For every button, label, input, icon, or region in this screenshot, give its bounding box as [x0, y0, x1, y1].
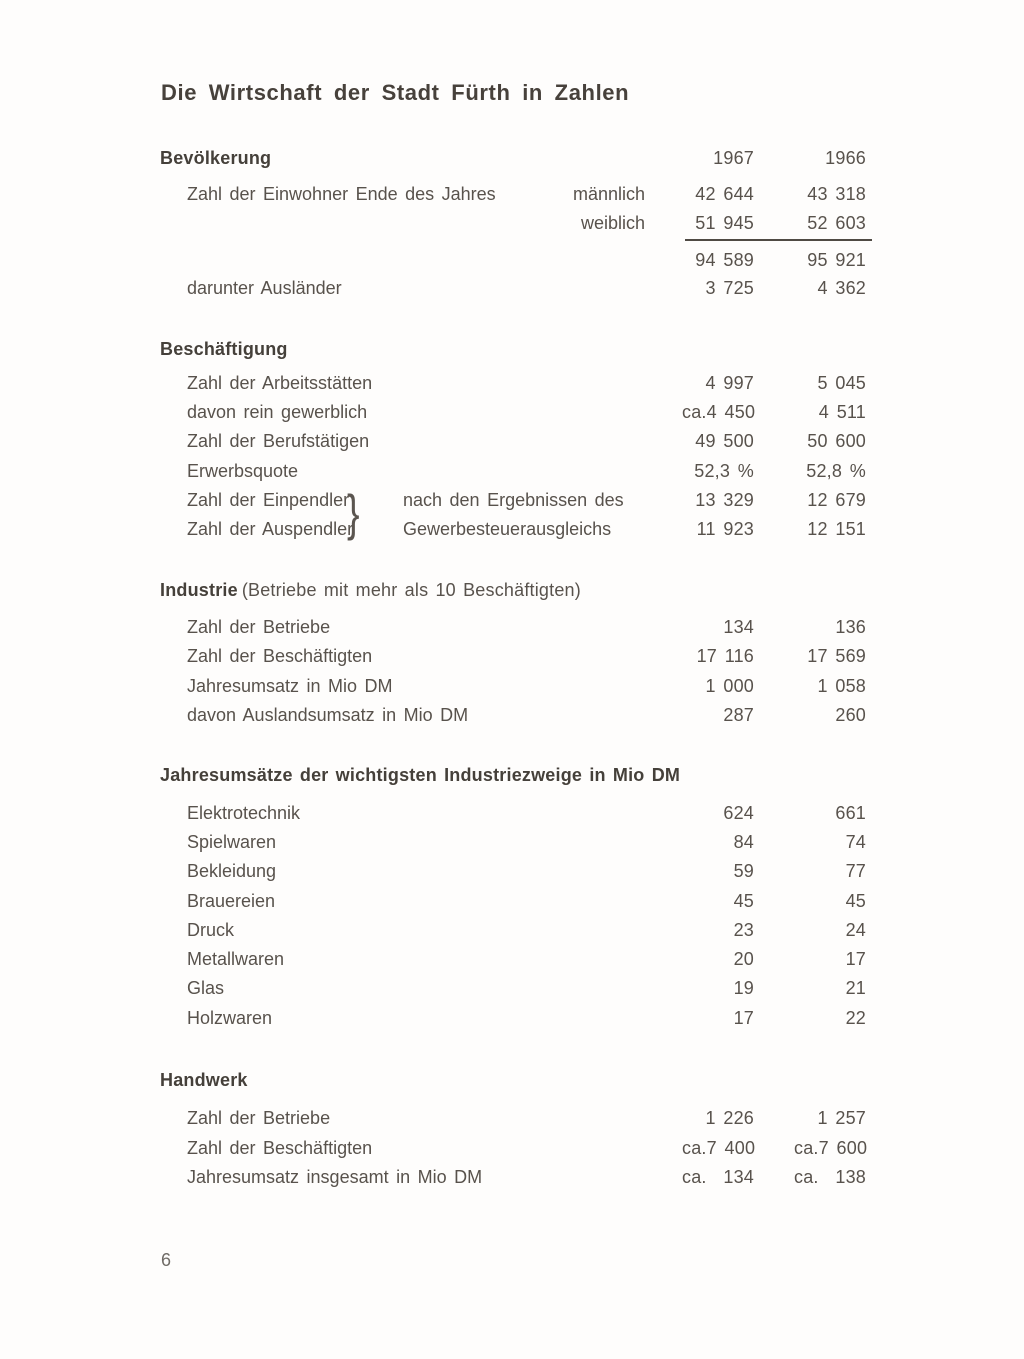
value-1966: 136: [835, 617, 866, 637]
row-label: Jahresumsatz in Mio DM: [187, 676, 393, 696]
value-1967: 94 589: [695, 250, 754, 270]
row-label-wrap: [160, 401, 682, 423]
value-1967: 20: [733, 949, 754, 969]
row-metallwaren: [160, 948, 866, 970]
value-1966: 661: [835, 803, 866, 823]
row-label-wrap: [160, 645, 682, 667]
row-label: darunter Ausländer: [187, 278, 342, 298]
row-label-wrap: [160, 860, 682, 882]
row-einpendler: [160, 489, 866, 511]
value-number: 7 400: [706, 1138, 756, 1158]
value-1966: 21: [845, 978, 866, 998]
row-label-wrap: [160, 704, 682, 726]
value-1966: 4 362: [817, 278, 866, 298]
row-label: Metallwaren: [187, 949, 285, 969]
circa-prefix: ca.: [794, 1167, 819, 1187]
value-1967: 51 945: [695, 213, 754, 233]
row-label-wrap: [160, 277, 682, 299]
row-erwerbsquote: [160, 460, 866, 482]
value-1967: [682, 1137, 754, 1159]
row-druck: [160, 919, 866, 941]
row-label: Zahl der Auspendler: [187, 519, 354, 539]
value-number: 7 600: [818, 1138, 868, 1158]
value-1967: 84: [733, 832, 754, 852]
section-heading-industrie-rest: (Betriebe mit mehr als 10 Beschäftigten): [241, 580, 581, 600]
row-label: Zahl der Betriebe: [187, 1108, 331, 1128]
row-auspendler: [160, 518, 866, 540]
value-1966: 4 511: [818, 402, 866, 422]
value-1966: 74: [845, 832, 866, 852]
value-1967: 4 997: [705, 373, 754, 393]
row-label-wrap: [160, 372, 682, 394]
row-handwerk-beschaeftigte: [160, 1137, 866, 1159]
row-handwerk-betriebe: [160, 1107, 866, 1129]
row-label-wrap: [160, 1007, 682, 1029]
row-label-wrap: [160, 249, 682, 271]
value-1967: 17 116: [696, 646, 754, 666]
value-1967: 1 226: [705, 1108, 754, 1128]
row-label: Zahl der Einwohner Ende des Jahres: [187, 184, 496, 204]
value-1966: 45: [845, 891, 866, 911]
value-1967: 45: [733, 891, 754, 911]
row-label-wrap: [160, 183, 682, 205]
value-1967: [682, 1166, 754, 1188]
row-label: Zahl der Betriebe: [187, 617, 331, 637]
section-heading-industrie-bold: Industrie: [160, 580, 238, 600]
value-1967: 287: [723, 705, 754, 725]
column-header-1967: 1967: [713, 148, 754, 168]
row-label: Druck: [187, 920, 235, 940]
column-header-1966: 1966: [825, 148, 866, 168]
row-label: Glas: [187, 978, 225, 998]
value-1966: 12 151: [807, 519, 866, 539]
row-label: Zahl der Berufstätigen: [187, 431, 370, 451]
section-heading-beschaeftigung: Beschäftigung: [160, 339, 288, 359]
value-1967: 59: [733, 861, 754, 881]
pendler-brace: }: [347, 485, 360, 541]
row-sublabel: weiblich: [580, 213, 645, 233]
row-note: nach den Ergebnissen des: [403, 490, 624, 510]
value-1966: 22: [845, 1008, 866, 1028]
table-header-row: [160, 147, 866, 169]
row-einwohner-weiblich: [160, 212, 866, 234]
row-label: davon rein gewerblich: [187, 402, 368, 422]
value-1966: 52,8 %: [806, 461, 866, 481]
value-1966: 77: [845, 861, 866, 881]
row-label-wrap: [160, 890, 682, 912]
row-label-wrap: [160, 948, 682, 970]
row-rein-gewerblich: [160, 401, 866, 423]
row-label-wrap: [160, 212, 682, 234]
value-number: 4 450: [706, 402, 756, 422]
value-1966: 1 257: [817, 1108, 866, 1128]
row-brauereien: [160, 890, 866, 912]
value-1967: [682, 401, 754, 423]
row-glas: [160, 977, 866, 999]
row-label: Brauereien: [187, 891, 276, 911]
circa-prefix: ca.: [682, 402, 707, 422]
row-einwohner-maennlich: [160, 183, 866, 205]
value-1966: 260: [835, 705, 866, 725]
value-1967: 42 644: [695, 184, 754, 204]
row-label: Erwerbsquote: [187, 461, 299, 481]
row-label-wrap: [160, 616, 682, 638]
section-heading-industrie: [160, 579, 581, 601]
value-1966: 95 921: [807, 250, 866, 270]
row-label-wrap: [160, 1166, 682, 1188]
row-label-wrap: [160, 675, 682, 697]
row-industrie-beschaeftigte: [160, 645, 866, 667]
row-label: Holzwaren: [187, 1008, 273, 1028]
row-label: Jahresumsatz insgesamt in Mio DM: [187, 1167, 483, 1187]
value-1967: 23: [733, 920, 754, 940]
value-1966: [794, 1137, 866, 1159]
value-1967: 49 500: [695, 431, 754, 451]
value-1966: 43 318: [807, 184, 866, 204]
row-label-wrap: [160, 460, 682, 482]
value-1966: 12 679: [807, 490, 866, 510]
value-1966: 52 603: [807, 213, 866, 233]
row-label-wrap: [160, 430, 682, 452]
value-1967: 1 000: [705, 676, 754, 696]
section-heading-handwerk: Handwerk: [160, 1070, 248, 1090]
row-label-wrap: [160, 489, 682, 511]
section-heading-bevoelkerung-wrap: [160, 147, 682, 169]
row-berufstaetige: [160, 430, 866, 452]
row-industrie-auslandsumsatz: [160, 704, 866, 726]
value-1966: 50 600: [807, 431, 866, 451]
row-sublabel: männlich: [572, 184, 645, 204]
row-label-wrap: [160, 1107, 682, 1129]
value-1966: 17 569: [807, 646, 866, 666]
row-label: Elektrotechnik: [187, 803, 301, 823]
row-label-wrap: [160, 977, 682, 999]
value-number: 134: [723, 1167, 754, 1187]
row-label-wrap: [160, 802, 682, 824]
row-label: Zahl der Arbeitsstätten: [187, 373, 373, 393]
row-label-wrap: [160, 518, 682, 540]
row-elektrotechnik: [160, 802, 866, 824]
row-spielwaren: [160, 831, 866, 853]
row-label: Spielwaren: [187, 832, 277, 852]
row-label: Zahl der Beschäftigten: [187, 646, 373, 666]
value-1967: 3 725: [705, 278, 754, 298]
row-bekleidung: [160, 860, 866, 882]
row-note: Gewerbesteuerausgleichs: [403, 519, 612, 539]
circa-prefix: ca.: [794, 1138, 819, 1158]
value-1966: 24: [845, 920, 866, 940]
value-1967: 17: [733, 1008, 754, 1028]
row-label: Zahl der Beschäftigten: [187, 1138, 373, 1158]
value-number: 138: [835, 1167, 866, 1187]
row-label: Zahl der Einpendler: [187, 490, 350, 510]
row-label: Bekleidung: [187, 861, 277, 881]
page-title: Die Wirtschaft der Stadt Fürth in Zahlen: [161, 80, 630, 105]
value-1967: 13 329: [695, 490, 754, 510]
row-industrie-betriebe: [160, 616, 866, 638]
row-label-wrap: [160, 831, 682, 853]
value-1966: 1 058: [817, 676, 866, 696]
section-heading-industriezweige: Jahresumsätze der wichtigsten Industriezweige in Mio DM: [160, 765, 681, 785]
row-arbeitsstaetten: [160, 372, 866, 394]
row-auslaender: [160, 277, 866, 299]
page-number: 6: [161, 1250, 172, 1270]
value-1966: 5 045: [817, 373, 866, 393]
row-handwerk-jahresumsatz: [160, 1166, 866, 1188]
value-1966: [794, 1166, 866, 1188]
row-industrie-jahresumsatz: [160, 675, 866, 697]
value-1967: 11 923: [696, 519, 754, 539]
value-1967: 19: [733, 978, 754, 998]
circa-prefix: ca.: [682, 1167, 707, 1187]
row-einwohner-summe: [160, 249, 866, 271]
section-heading-bevoelkerung: Bevölkerung: [160, 148, 272, 168]
row-label: davon Auslandsumsatz in Mio DM: [187, 705, 469, 725]
value-1967: 624: [723, 803, 754, 823]
value-1966: 17: [845, 949, 866, 969]
row-holzwaren: [160, 1007, 866, 1029]
value-1967: 134: [723, 617, 754, 637]
sum-underline: [685, 239, 872, 241]
row-label-wrap: [160, 919, 682, 941]
row-label-wrap: [160, 1137, 682, 1159]
value-1967: 52,3 %: [694, 461, 754, 481]
circa-prefix: ca.: [682, 1138, 707, 1158]
